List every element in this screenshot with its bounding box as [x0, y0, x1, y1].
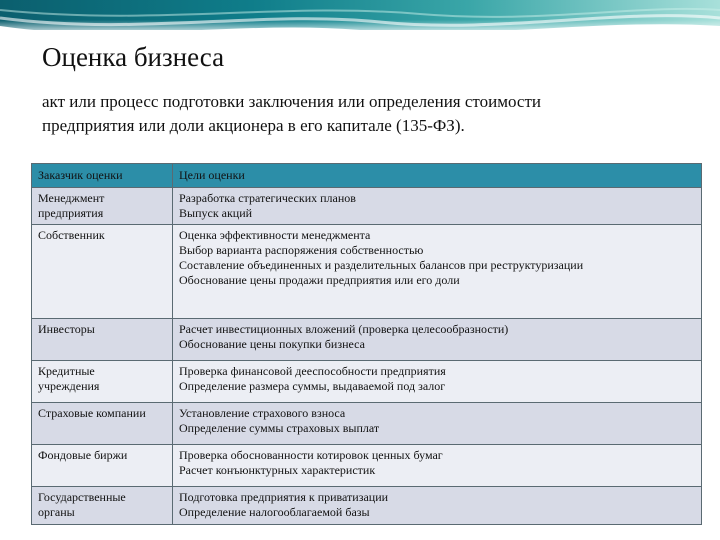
- table-row: [32, 403, 702, 445]
- table-row: [32, 487, 702, 525]
- definition-line: предприятия или доли акционера в его капитале (135-ФЗ).: [42, 116, 465, 135]
- definition-line: акт или процесс подготовки заключения или определения стоимости: [42, 92, 541, 111]
- customer-line: предприятия: [38, 206, 104, 220]
- goal-line: Выбор варианта распоряжения собственностью: [179, 243, 424, 257]
- customer-line: учреждения: [38, 379, 100, 393]
- goal-line: Подготовка предприятия к приватизации: [179, 490, 389, 504]
- goals-cell: [173, 188, 702, 225]
- customer-cell: [32, 319, 173, 361]
- header-customer: Заказчик оценки: [32, 164, 173, 188]
- goal-line: Разработка стратегических планов: [179, 191, 356, 205]
- customer-cell: [32, 361, 173, 403]
- header-decoration: [0, 0, 720, 48]
- goal-line: Проверка обоснованности котировок ценных бумаг: [179, 448, 443, 462]
- table-row: [32, 225, 702, 319]
- goal-line: Проверка финансовой дееспособности предприятия: [179, 364, 446, 378]
- customer-line: Менеджмент: [38, 191, 105, 205]
- goal-line: Определение налогооблагаемой базы: [179, 505, 370, 519]
- definition-text: [42, 90, 682, 138]
- customer-cell: [32, 188, 173, 225]
- goal-line: Составление объединенных и разделительных балансов при реструктуризации: [179, 258, 584, 272]
- customer-line: Собственник: [38, 228, 105, 242]
- table-header-row: [32, 164, 702, 188]
- goal-line: Выпуск акций: [179, 206, 253, 220]
- table-row: [32, 361, 702, 403]
- customer-cell: [32, 445, 173, 487]
- customer-line: Кредитные: [38, 364, 95, 378]
- goal-line: Обоснование цены покупки бизнеса: [179, 337, 365, 351]
- customer-line: органы: [38, 505, 75, 519]
- customer-cell: [32, 403, 173, 445]
- valuation-goals-table: [31, 163, 702, 525]
- goal-line: Обоснование цены продажи предприятия или его доли: [179, 273, 460, 287]
- customer-cell: [32, 225, 173, 319]
- goals-cell: [173, 487, 702, 525]
- customer-line: Государственные: [38, 490, 126, 504]
- table-row: [32, 188, 702, 225]
- goals-cell: [173, 319, 702, 361]
- customer-cell: [32, 487, 173, 525]
- goal-line: Определение суммы страховых выплат: [179, 421, 380, 435]
- table-row: [32, 319, 702, 361]
- table-row: [32, 445, 702, 487]
- customer-line: Инвесторы: [38, 322, 95, 336]
- goals-cell: [173, 403, 702, 445]
- customer-line: Фондовые биржи: [38, 448, 128, 462]
- goal-line: Оценка эффективности менеджмента: [179, 228, 371, 242]
- goals-cell: [173, 361, 702, 403]
- header-goals: Цели оценки: [173, 164, 702, 188]
- goals-cell: [173, 445, 702, 487]
- goal-line: Расчет инвестиционных вложений (проверка целесообразности): [179, 322, 509, 336]
- wave-decoration: [0, 0, 720, 48]
- goal-line: Определение размера суммы, выдаваемой под залог: [179, 379, 446, 393]
- customer-line: Страховые компании: [38, 406, 146, 420]
- goal-line: Расчет конъюнктурных характеристик: [179, 463, 376, 477]
- slide-title: Оценка бизнеса: [42, 42, 225, 72]
- goal-line: Установление страхового взноса: [179, 406, 346, 420]
- goals-cell: [173, 225, 702, 319]
